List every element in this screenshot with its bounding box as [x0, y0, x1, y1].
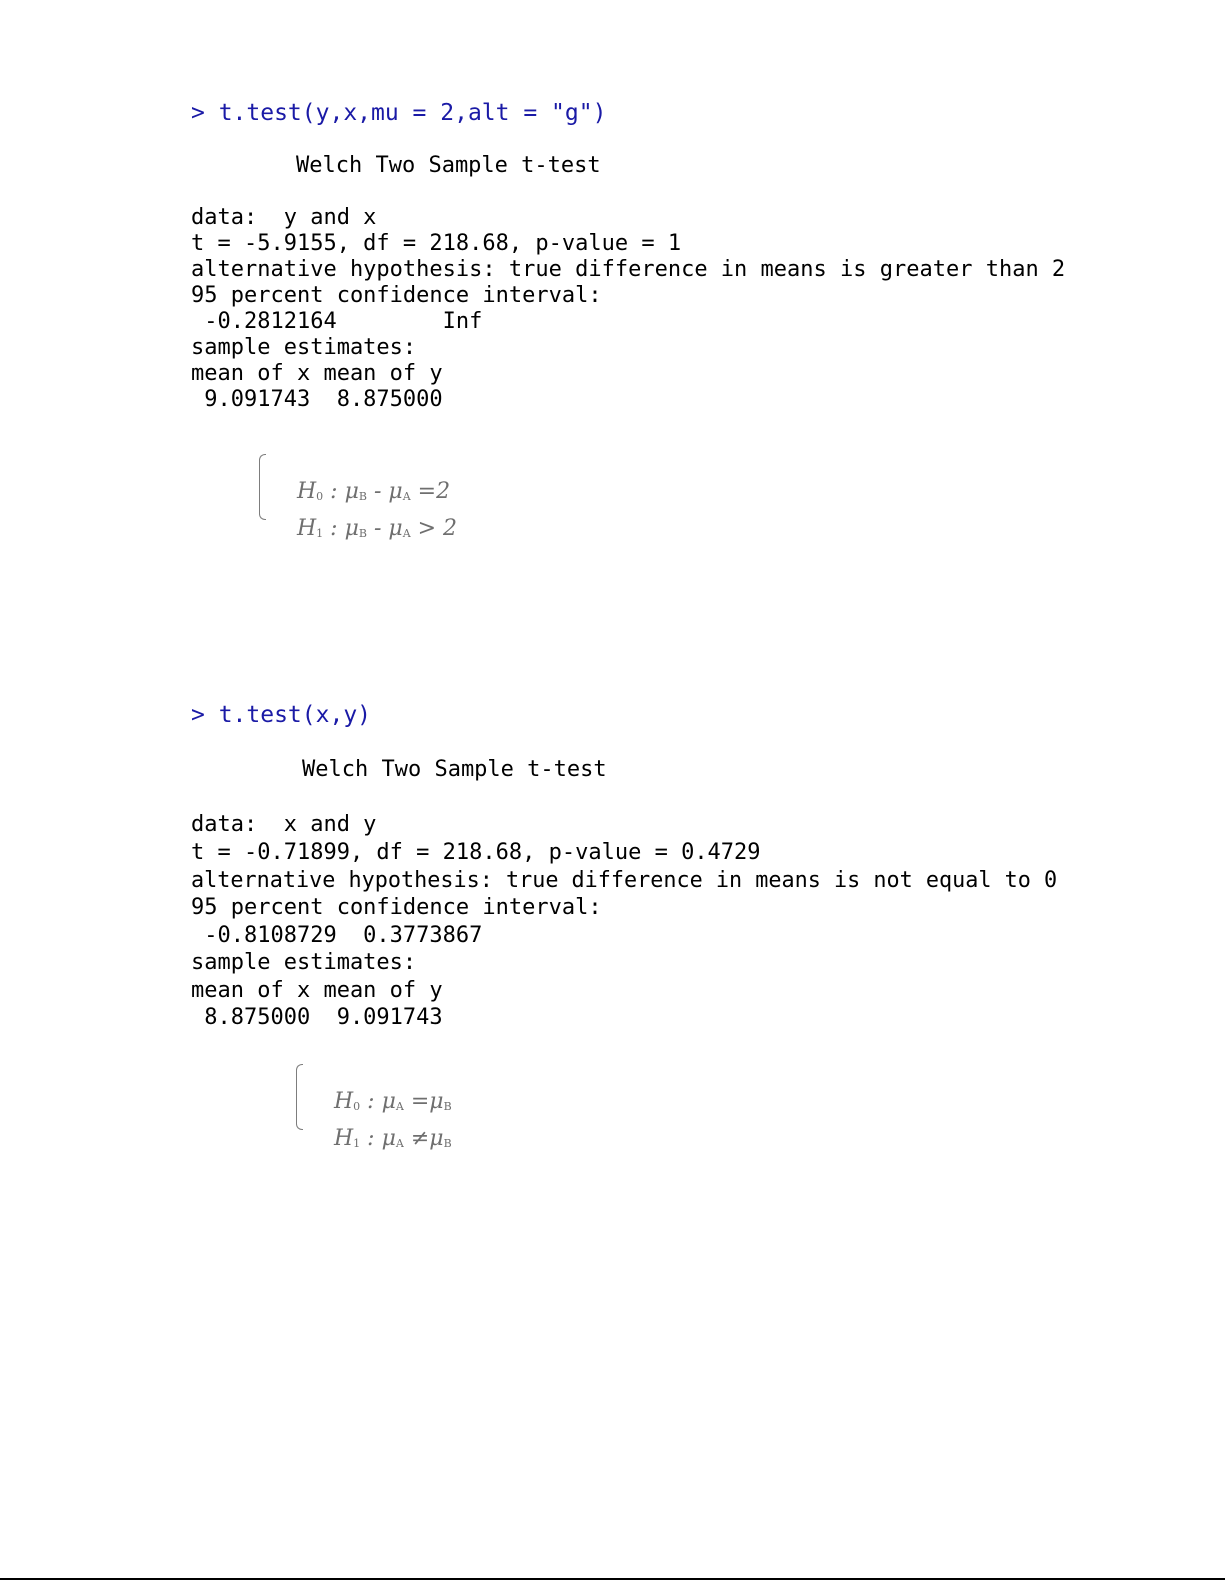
- test2-hypotheses: [296, 1064, 496, 1151]
- test1-estimates-values: 9.091743 8.875000: [191, 387, 443, 412]
- test1-alternative-line: alternative hypothesis: true difference in means is greater than 2: [191, 257, 1066, 282]
- test1-h0: $H_0$ : $\mu_B - \mu_A =2$: [296, 479, 451, 504]
- test2-alternative-line: alternative hypothesis: true difference in means is not equal to 0: [191, 868, 1058, 893]
- test1-hypotheses: [259, 454, 459, 541]
- page-bottom-rule: [0, 1578, 1225, 1580]
- test2-estimates-values: 8.875000 9.091743: [191, 1005, 443, 1030]
- test1-data-line: data: y and x: [191, 205, 377, 230]
- test1-command: > t.test(y,x,mu = 2,alt = "g"): [191, 100, 607, 126]
- test2-estimates-header: sample estimates:: [191, 950, 417, 975]
- test1-hypotheses-brace: [259, 454, 266, 520]
- test2-data-line: data: x and y: [191, 812, 377, 837]
- test1-title: Welch Two Sample t-test: [296, 153, 601, 178]
- test1-estimates-labels: mean of x mean of y: [191, 361, 443, 386]
- test2-hypotheses-brace: [296, 1064, 303, 1130]
- test2-title: Welch Two Sample t-test: [302, 757, 607, 782]
- test2-h0: $H_0$ : $\mu_A =\mu_B$: [333, 1089, 452, 1114]
- test2-ci-values: -0.8108729 0.3773867: [191, 923, 483, 948]
- test2-command: > t.test(x,y): [191, 702, 372, 728]
- test1-h1: $H_1$ : $\mu_B - \mu_A > 2$: [296, 516, 458, 541]
- test1-ci-values: -0.2812164 Inf: [191, 309, 483, 334]
- test2-ci-header: 95 percent confidence interval:: [191, 895, 602, 920]
- test1-ci-header: 95 percent confidence interval:: [191, 283, 602, 308]
- test2-h1: $H_1$ : $\mu_A \ne\mu_B$: [333, 1126, 452, 1151]
- test2-estimates-labels: mean of x mean of y: [191, 978, 443, 1003]
- test2-stats-line: t = -0.71899, df = 218.68, p-value = 0.4729: [191, 840, 761, 865]
- test1-stats-line: t = -5.9155, df = 218.68, p-value = 1: [191, 231, 682, 256]
- test1-estimates-header: sample estimates:: [191, 335, 417, 360]
